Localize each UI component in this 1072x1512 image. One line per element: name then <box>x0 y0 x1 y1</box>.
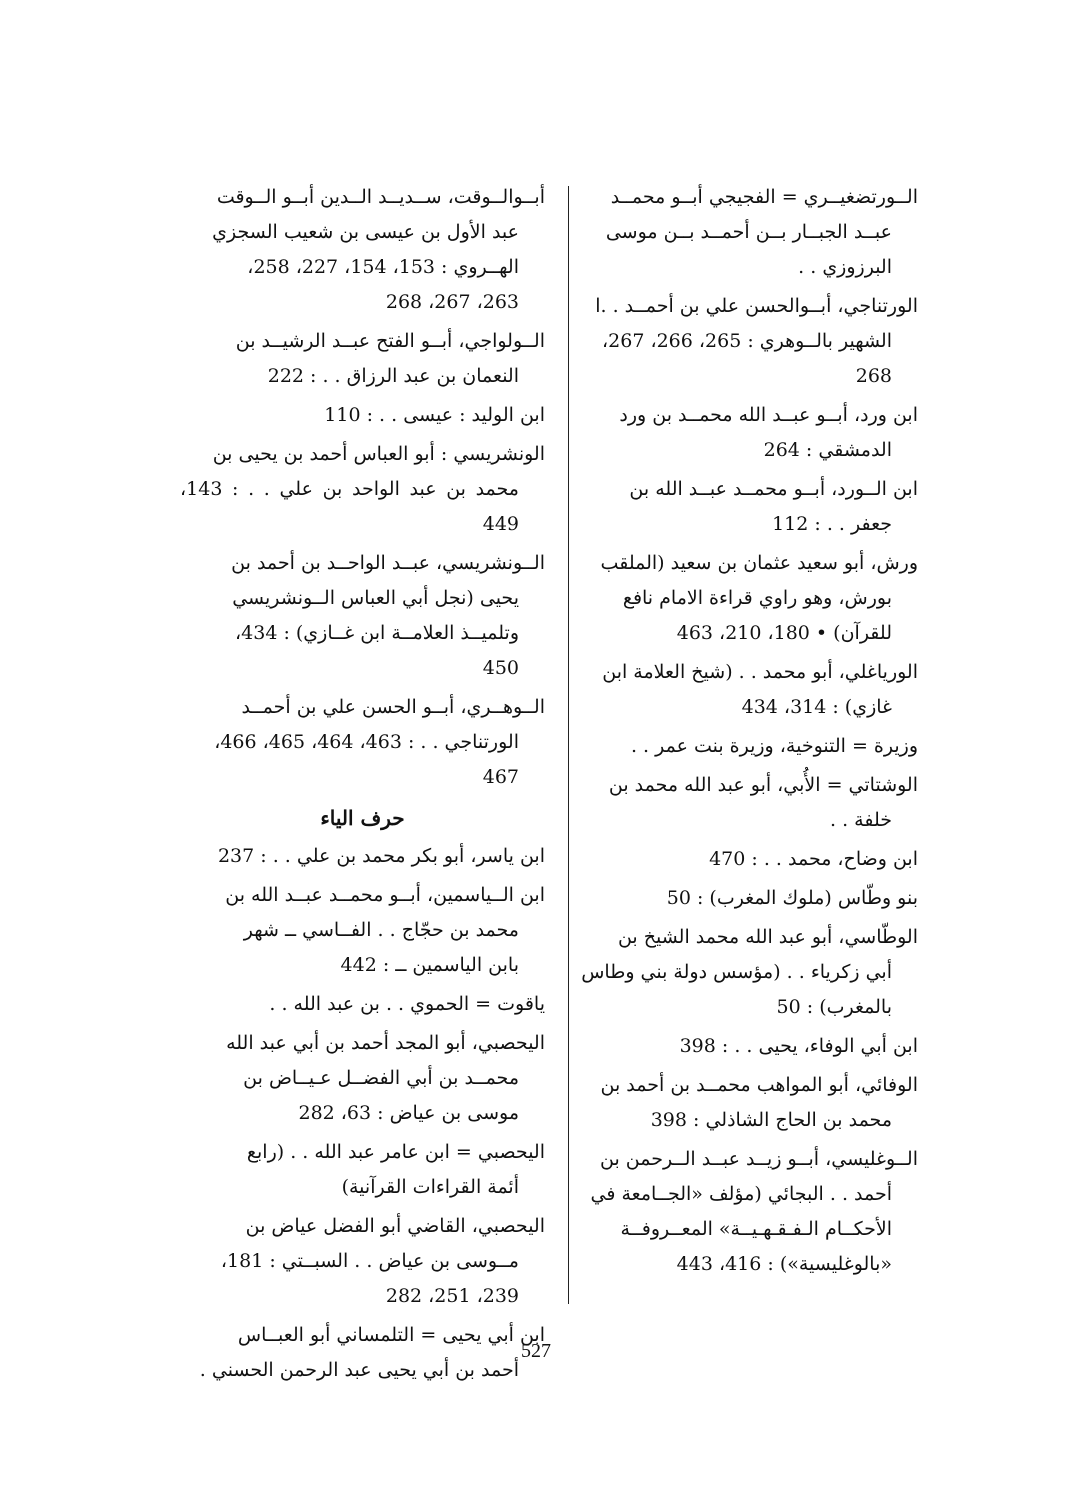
entry-headword-line: الوفائي، أبو المواهب محمــد بن أحمد بن <box>600 1074 918 1096</box>
index-entry <box>553 842 918 877</box>
entry-continuation-line: النعمان بن عبد الرزاق . . : 222 <box>267 365 519 387</box>
index-entries-waw <box>180 180 545 795</box>
entry-continuation-line: عبد الأول بن عيسى بن شعيب السجزي <box>212 221 519 243</box>
entry-continuation-line: 263، 267، 268 <box>385 291 519 313</box>
index-entry <box>553 729 918 764</box>
entry-continuation-line: الورتناجي . . : 463، 464، 465، 466، <box>214 731 519 753</box>
index-entry <box>553 768 918 838</box>
entry-continuation-line: أحمد بن أبي يحيى عبد الرحمن الحسني . <box>199 1359 519 1381</box>
index-entry <box>180 437 545 542</box>
entry-continuation-line: 268 <box>855 365 892 387</box>
entry-headword-line: الونشريسي : أبو العباس أحمد بن يحيى بن <box>212 443 545 465</box>
index-entry <box>180 546 545 686</box>
entry-headword-line: بنو وطّاس (ملوك المغرب) : 50 <box>666 887 918 909</box>
entry-headword-line: الــولواجي، أبــو الفتح عبــد الرشيــد بن <box>235 330 545 352</box>
entry-continuation-line: محمد بن الحاج الشاذلي : 398 <box>650 1109 892 1131</box>
entry-headword-line: الورتناجي، أبــوالحسن علي بن أحمــد . .ا <box>595 295 918 317</box>
entry-continuation-line: 450 <box>482 657 519 679</box>
entry-continuation-line: «بالوغليسية») : 416، 443 <box>676 1253 892 1275</box>
entry-continuation-line: محمد بن عبد الواحد بن علي . . : 143، 449 <box>180 478 519 535</box>
index-entry <box>553 289 918 394</box>
entry-headword-line: الورياغلي، أبو محمد . . (شيخ العلامة ابن <box>602 661 918 683</box>
index-entry <box>180 324 545 394</box>
entry-continuation-line: عبــد الجبــار بــن أحمــد بــن موسى <box>605 221 892 243</box>
index-entry <box>553 920 918 1025</box>
entry-continuation-line: موسى بن عياض : 63، 282 <box>298 1102 519 1124</box>
entry-continuation-line: البرزوزي . . <box>798 256 892 278</box>
entry-headword-line: ياقوت = الحموي . . بن عبد الله . . <box>269 993 545 1015</box>
index-entry <box>180 839 545 874</box>
index-entry <box>553 1029 918 1064</box>
entry-headword-line: الوشتاتي = الأُبي، أبو عبد الله محمد بن <box>608 774 918 796</box>
index-entry <box>553 180 918 285</box>
index-entry <box>180 398 545 433</box>
entry-continuation-line: مــوسى بن عياض . . السبــتي : 181، <box>220 1250 519 1272</box>
column-divider <box>568 186 569 1304</box>
entry-headword-line: ابن الوليد : عيسى . . : 110 <box>324 404 545 426</box>
entry-headword-line: الــونشريسي، عبــد الواحــد بن أحمد بن <box>231 552 545 574</box>
entry-headword-line: ابن الــياسمين، أبــو محمــد عبــد الله بن <box>225 884 545 906</box>
entry-headword-line: ابن أبي يحيى = التلمساني أبو العبــاس <box>237 1324 545 1346</box>
entry-continuation-line: الأحكــام الـفـقـهـيــة» المعــروفــة <box>620 1218 892 1240</box>
entry-headword-line: ابن الــورد، أبــو محمــد عبــد الله بن <box>629 478 918 500</box>
entry-headword-line: الــورتضغيــري = الفجيجي أبــو محمــد <box>610 186 918 208</box>
index-entry <box>553 1142 918 1282</box>
index-entry <box>180 690 545 795</box>
entry-headword-line: ابن أبي الوفاء، يحيى . . : 398 <box>679 1035 918 1057</box>
page-number: 527 <box>521 1340 551 1362</box>
section-heading: حرف الياء <box>320 806 405 830</box>
entry-continuation-line: محمــد بن أبي الفضــل عـيــاض بن <box>243 1067 519 1089</box>
index-entries-ya <box>180 839 545 1388</box>
entry-headword-line: وزيرة = التنوخية، وزيرة بنت عمر . . <box>630 735 918 757</box>
entry-headword-line: ابن ياسر، أبو بكر محمد بن علي . . : 237 <box>217 845 545 867</box>
entry-continuation-line: أبي زكرياء . . (مؤسس دولة بني وطاس <box>581 961 892 983</box>
entry-continuation-line: الدمشقي : 264 <box>763 439 892 461</box>
entry-continuation-line: 239، 251، 282 <box>385 1285 519 1307</box>
index-entry <box>553 655 918 725</box>
entry-headword-line: الــوهــري، أبــو الحسن علي بن أحمــد <box>241 696 545 718</box>
index-entry <box>180 1135 545 1205</box>
entry-headword-line: أبــوالــوقت، ســديــد الــدين أبــو الــوقت <box>216 186 545 208</box>
entry-continuation-line: بورش، وهو راوي قراءة الامام نافع <box>622 587 892 609</box>
index-entry <box>180 1026 545 1131</box>
entry-continuation-line: الشهير بالــوهري : 265، 266، 267، <box>602 330 892 352</box>
entry-headword-line: اليحصبي = ابن عامر عبد الله . . (رابع <box>246 1141 545 1163</box>
entry-continuation-line: خلفة . . <box>830 809 892 831</box>
index-entry <box>553 398 918 468</box>
index-entry <box>180 878 545 983</box>
entry-continuation-line: الهــروي : 153، 154، 227، 258، <box>247 256 519 278</box>
index-entry <box>553 546 918 651</box>
entry-continuation-line: للقرآن) • 180، 210، 463 <box>676 622 892 644</box>
entry-headword-line: اليحصبي، أبو المجد أحمد بن أبي عبد الله <box>226 1032 545 1054</box>
index-column-left <box>180 180 545 1392</box>
entry-headword-line: الوطّاسي، أبو عبد الله محمد الشيخ بن <box>617 926 918 948</box>
entry-continuation-line: غازي) : 314، 434 <box>741 696 892 718</box>
index-entry <box>180 180 545 320</box>
entry-headword-line: اليحصبي، القاضي أبو الفضل عياض بن <box>245 1215 545 1237</box>
entry-continuation-line: بالمغرب) : 50 <box>776 996 892 1018</box>
entry-continuation-line: بابن الياسمين ــ : 442 <box>340 954 519 976</box>
entry-continuation-line: أحمد . . البجائي (مؤلف «الجــامعة في <box>590 1183 892 1205</box>
entry-continuation-line: جعفر . . : 112 <box>772 513 892 535</box>
entry-headword-line: ورش، أبو سعيد عثمان بن سعيد (الملقب <box>600 552 918 574</box>
entry-continuation-line: وتلميــذ العلامــة ابن غــازي) : 434، <box>235 622 519 644</box>
index-entry <box>553 1068 918 1138</box>
index-entry <box>180 987 545 1022</box>
entry-headword-line: الــوغليسي، أبــو زيــد عبــد الــرحمن بن <box>600 1148 918 1170</box>
index-entry <box>180 1209 545 1314</box>
entry-continuation-line: أئمة القراءات القرآنية) <box>341 1176 519 1198</box>
entry-continuation-line: يحيى (نجل أبي العباس الــونشريسي <box>232 587 519 609</box>
index-entry <box>553 472 918 542</box>
entry-continuation-line: محمد بن حجّاج . . الفــاسي ــ شهر <box>243 919 519 941</box>
entry-continuation-line: 467 <box>482 766 519 788</box>
entry-headword-line: ابن ورد، أبــو عبــد الله محمــد بن ورد <box>619 404 918 426</box>
index-entry <box>553 881 918 916</box>
entry-headword-line: ابن وضاح، محمد . . : 470 <box>709 848 918 870</box>
index-column-right <box>553 180 918 1286</box>
